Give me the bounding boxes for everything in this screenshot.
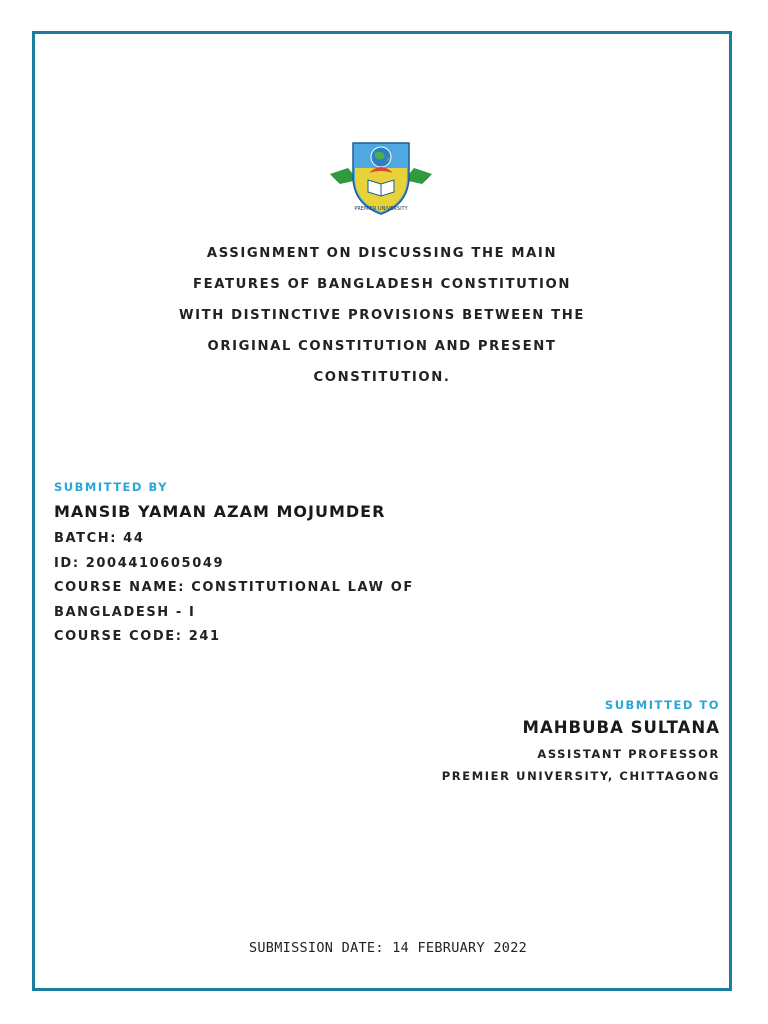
- student-name: MANSIB YAMAN AZAM MOJUMDER: [54, 502, 386, 521]
- assignment-title: [120, 238, 644, 393]
- submitted-by-label: SUBMITTED BY: [54, 480, 168, 494]
- title-line: ASSIGNMENT ON DISCUSSING THE MAIN: [206, 246, 558, 261]
- teacher-institution: PREMIER UNIVERSITY, CHITTAGONG: [441, 769, 720, 783]
- title-line: CONSTITUTION.: [313, 370, 451, 385]
- submitted-to-label: SUBMITTED TO: [604, 698, 720, 712]
- teacher-designation: ASSISTANT PROFESSOR: [537, 747, 720, 761]
- student-details: [54, 527, 414, 650]
- batch: BATCH: 44: [54, 531, 145, 546]
- title-line: ORIGINAL CONSTITUTION AND PRESENT: [207, 339, 557, 354]
- course-name-continued: BANGLADESH - I: [54, 604, 196, 620]
- teacher-name: MAHBUBA SULTANA: [522, 718, 720, 737]
- university-logo: [328, 138, 434, 218]
- logo-lettering: PREMIER UNIVERSITY: [354, 206, 408, 212]
- teacher-details: [442, 743, 720, 787]
- title-line: WITH DISTINCTIVE PROVISIONS BETWEEN THE: [179, 308, 585, 323]
- submission-date: SUBMISSION DATE: 14 FEBRUARY 2022: [248, 940, 528, 956]
- course-code: COURSE CODE: 241: [54, 629, 221, 644]
- title-line: FEATURES OF BANGLADESH CONSTITUTION: [193, 277, 571, 292]
- student-id: ID: 2004410605049: [54, 555, 225, 571]
- course-name: COURSE NAME: CONSTITUTIONAL LAW OF: [54, 580, 414, 595]
